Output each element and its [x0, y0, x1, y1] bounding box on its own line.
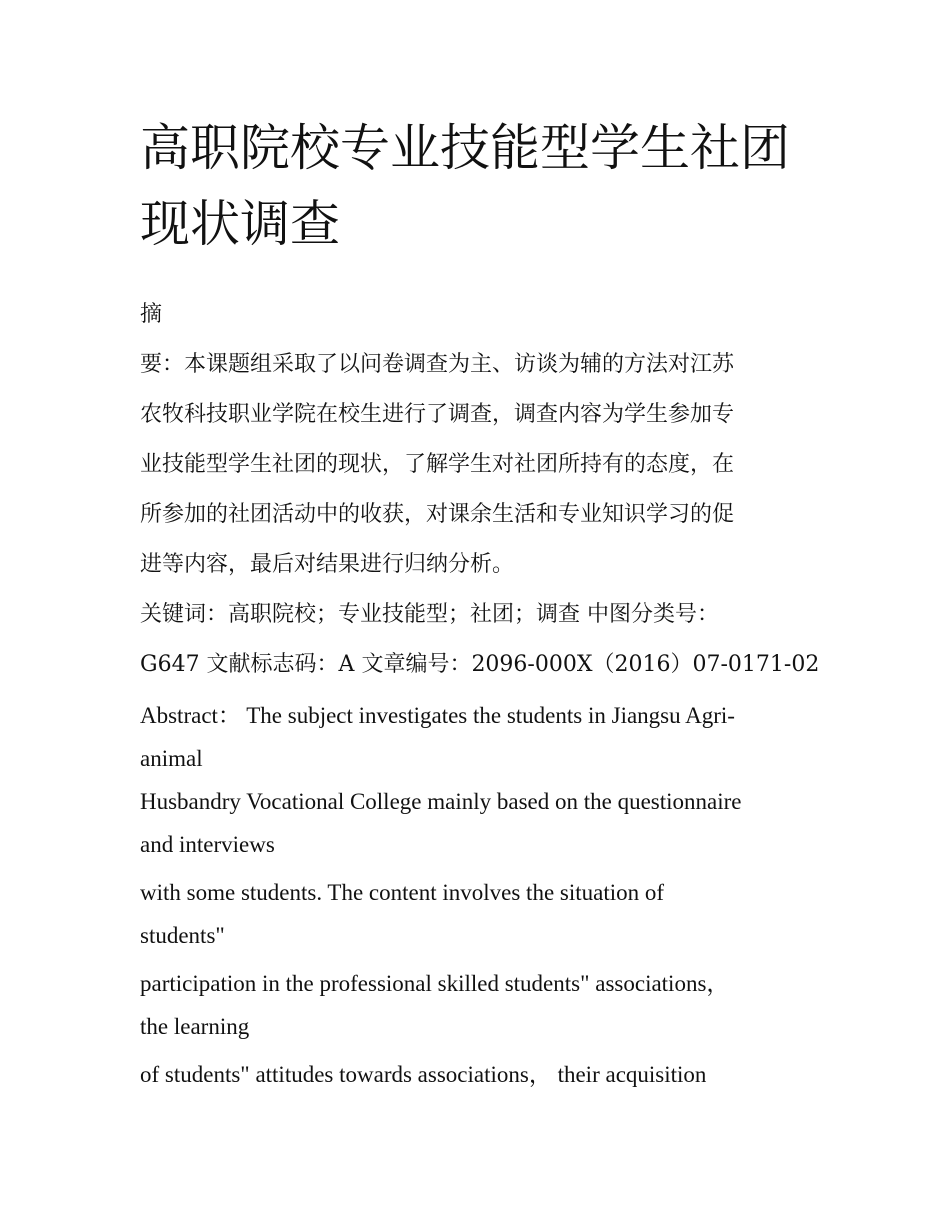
abstract-cn-line: 进等内容，最后对结果进行归纳分析。 [140, 552, 515, 577]
title-line-1: 高职院校专业技能型学生社团 [140, 119, 790, 177]
abstract-cn-line: 农牧科技职业学院在校生进行了调查，调查内容为学生参加专 [140, 402, 735, 427]
abstract-en-line: animal [140, 746, 203, 771]
article-title [140, 110, 820, 262]
keywords-line: 关键词：高职院校；专业技能型；社团；调查 中图分类号： [140, 602, 719, 627]
abstract-en-line: of students" attitudes towards associations， their acquisition [140, 1062, 707, 1087]
document-page [140, 110, 820, 1096]
abstract-en-line: the learning [140, 1014, 250, 1039]
classification-line: G647 文献标志码：A 文章编号：2096-000X（2016）07-0171-02 [140, 652, 820, 677]
abstract-en-line: Husbandry Vocational College mainly based on the questionnaire [140, 789, 742, 814]
abstract-cn-line: 要：本课题组采取了以问卷调查为主、访谈为辅的方法对江苏 [140, 352, 735, 377]
abstract-cn-line: 业技能型学生社团的现状，了解学生对社团所持有的态度，在 [140, 452, 735, 477]
abstract-en-line: students" [140, 923, 225, 948]
abstract-en-line: and interviews [140, 832, 275, 857]
chinese-abstract [140, 290, 820, 690]
abstract-cn-line: 摘 [140, 302, 163, 327]
title-line-2: 现状调查 [140, 195, 340, 253]
abstract-cn-line: 所参加的社团活动中的收获，对课余生活和专业知识学习的促 [140, 502, 735, 527]
abstract-en-line: participation in the professional skilled students" associations， [140, 971, 730, 996]
english-abstract [140, 694, 820, 1096]
abstract-en-line: Abstract： The subject investigates the students in Jiangsu Agri- [140, 703, 735, 728]
abstract-en-line: with some students. The content involves the situation of [140, 880, 665, 905]
